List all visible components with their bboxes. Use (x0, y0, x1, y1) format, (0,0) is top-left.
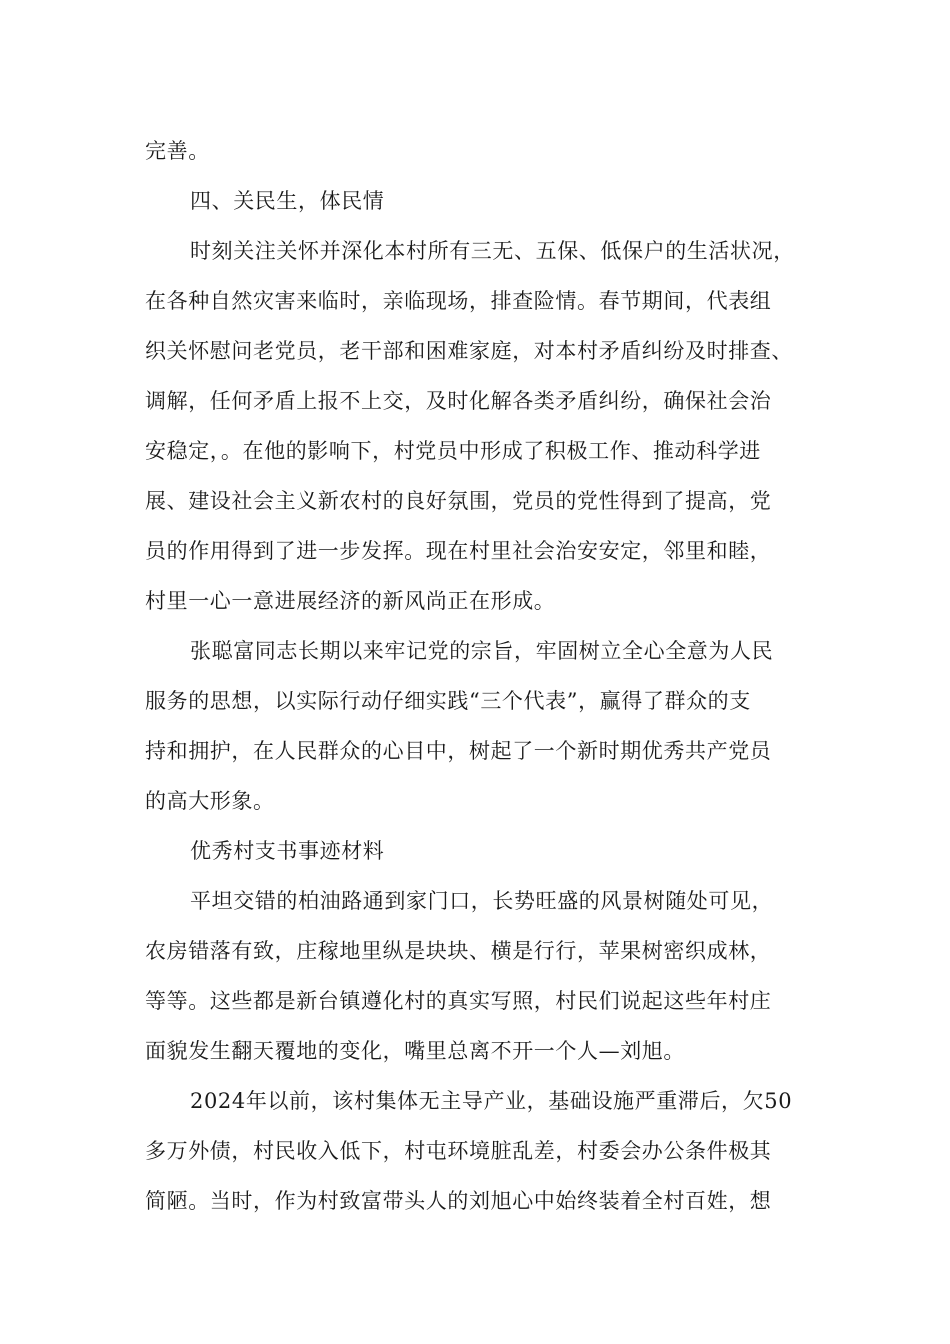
paragraph-line: 安稳定，。在他的影响下，村党员中形成了积极工作、推动科学进 (145, 439, 761, 463)
paragraph-line: 等等。这些都是新台镇遵化村的真实写照，村民们说起这些年村庄 (145, 989, 772, 1013)
paragraph-line: 多万外债，村民收入低下，村屯环境脏乱差，村委会办公条件极其 (145, 1139, 772, 1163)
document-body (145, 126, 810, 1226)
paragraph-line: 织关怀慰问老党员，老干部和困难家庭，对本村矛盾纠纷及时排查、 (145, 339, 793, 363)
paragraph-line: 时刻关注关怀并深化本村所有三无、五保、低保户的生活状况， (190, 239, 795, 263)
paragraph-line: 的高大形象。 (145, 789, 275, 813)
paragraph-line: 员的作用得到了进一步发挥。现在村里社会治安安定，邻里和睦， (145, 539, 772, 563)
paragraph-line: 平坦交错的柏油路通到家门口，长势旺盛的风景树随处可见， (190, 889, 774, 913)
paragraph-line: 农房错落有致，庄稼地里纵是块块、横是行行，苹果树密织成林， (145, 939, 772, 963)
paragraph-line: 调解，任何矛盾上报不上交，及时化解各类矛盾纠纷，确保社会治 (145, 389, 772, 413)
section-heading: 优秀村支书事迹材料 (190, 839, 385, 863)
paragraph-line: 完善。 (145, 139, 210, 163)
section-heading: 四、关民生，体民情 (190, 189, 385, 213)
paragraph-line: 在各种自然灾害来临时，亲临现场，排查险情。春节期间，代表组 (145, 289, 772, 313)
paragraph-line: 面貌发生翻天覆地的变化，嘴里总离不开一个人—刘旭。 (145, 1039, 685, 1063)
paragraph-line: 持和拥护，在人民群众的心目中，树起了一个新时期优秀共产党员 (145, 739, 772, 763)
paragraph-line: 张聪富同志长期以来牢记党的宗旨，牢固树立全心全意为人民 (190, 639, 774, 663)
paragraph-line: 2024年以前，该村集体无主导产业，基础设施严重滞后，欠50 (190, 1089, 793, 1113)
paragraph-line: 服务的思想，以实际行动仔细实践“三个代表”，赢得了群众的支 (145, 689, 751, 713)
paragraph-line: 村里一心一意进展经济的新风尚正在形成。 (145, 589, 556, 613)
paragraph-line: 简陋。当时，作为村致富带头人的刘旭心中始终装着全村百姓，想 (145, 1189, 772, 1213)
paragraph-line: 展、建设社会主义新农村的良好氛围，党员的党性得到了提高，党 (145, 489, 772, 513)
